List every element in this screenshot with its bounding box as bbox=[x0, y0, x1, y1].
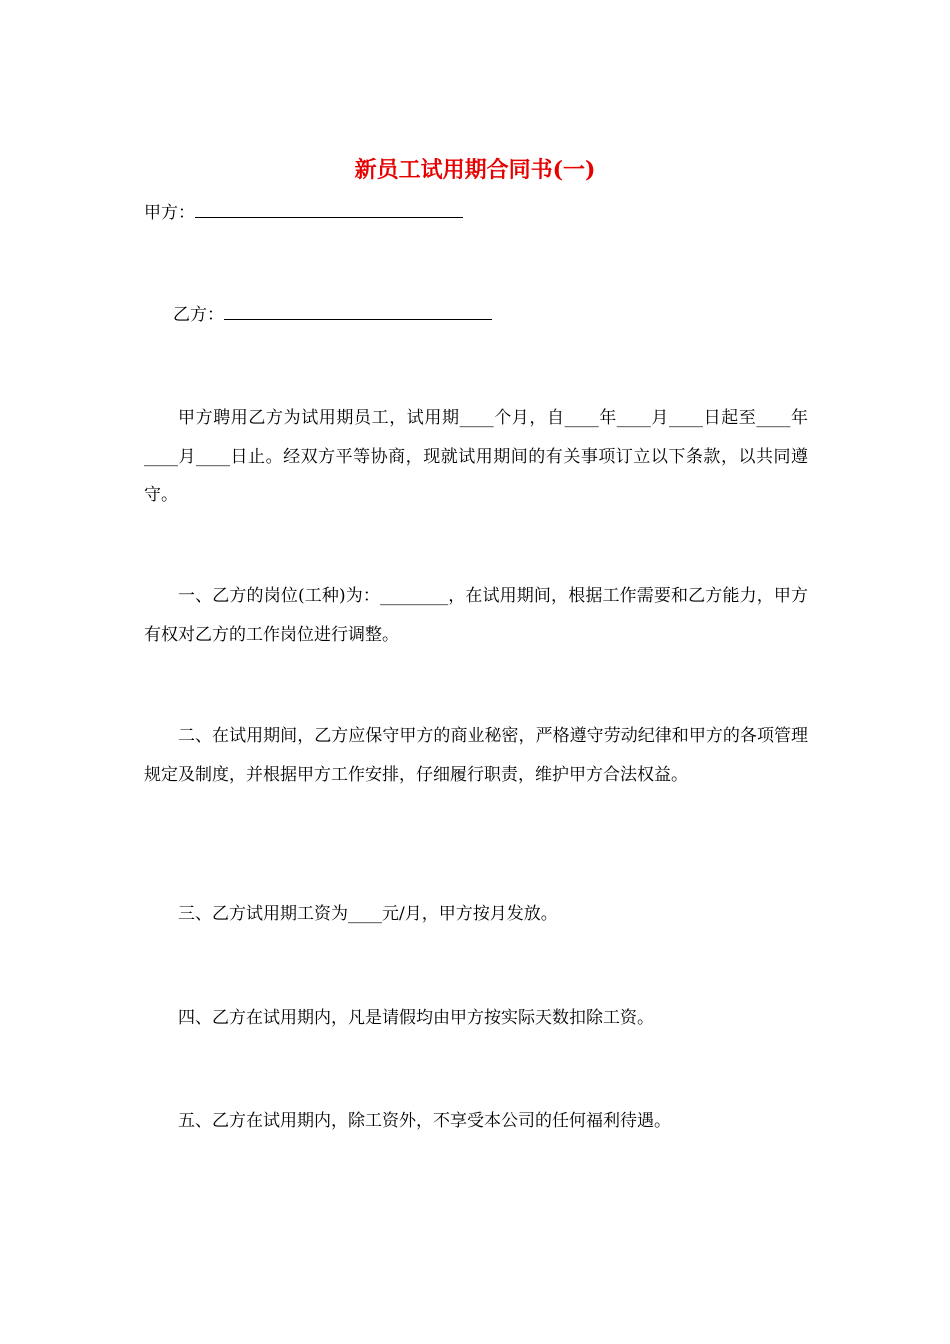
paragraph-clause-3: 三、乙方试用期工资为____元/月，甲方按月发放。 bbox=[178, 904, 558, 924]
paragraph-clause-5: 五、乙方在试用期内，除工资外，不享受本公司的任何福利待遇。 bbox=[178, 1111, 671, 1131]
paragraph-intro: 甲方聘用乙方为试用期员工，试用期____个月，自____年____月____日起至____年____月____日止。经双方平等协商，现就试用期间的有关事项订立以下条款，以共同遵守。 bbox=[144, 408, 808, 505]
party-b-line bbox=[173, 296, 492, 334]
party-a-label: 甲方： bbox=[144, 203, 195, 223]
party-b-label: 乙方： bbox=[173, 305, 224, 325]
party-a-line bbox=[144, 194, 463, 232]
paragraph-clause-1: 一、乙方的岗位(工种)为：________，在试用期间，根据工作需要和乙方能力，甲方有权对乙方的工作岗位进行调整。 bbox=[144, 586, 808, 645]
paragraph-clause-2: 二、在试用期间，乙方应保守甲方的商业秘密，严格遵守劳动纪律和甲方的各项管理规定及制度，并根据甲方工作安排，仔细履行职责，维护甲方合法权益。 bbox=[144, 726, 808, 785]
document-title: 新员工试用期合同书(一) bbox=[354, 157, 596, 183]
paragraph-clause-4: 四、乙方在试用期内，凡是请假均由甲方按实际天数扣除工资。 bbox=[178, 1008, 654, 1028]
party-b-blank[interactable] bbox=[224, 305, 492, 320]
party-a-blank[interactable] bbox=[195, 203, 463, 218]
